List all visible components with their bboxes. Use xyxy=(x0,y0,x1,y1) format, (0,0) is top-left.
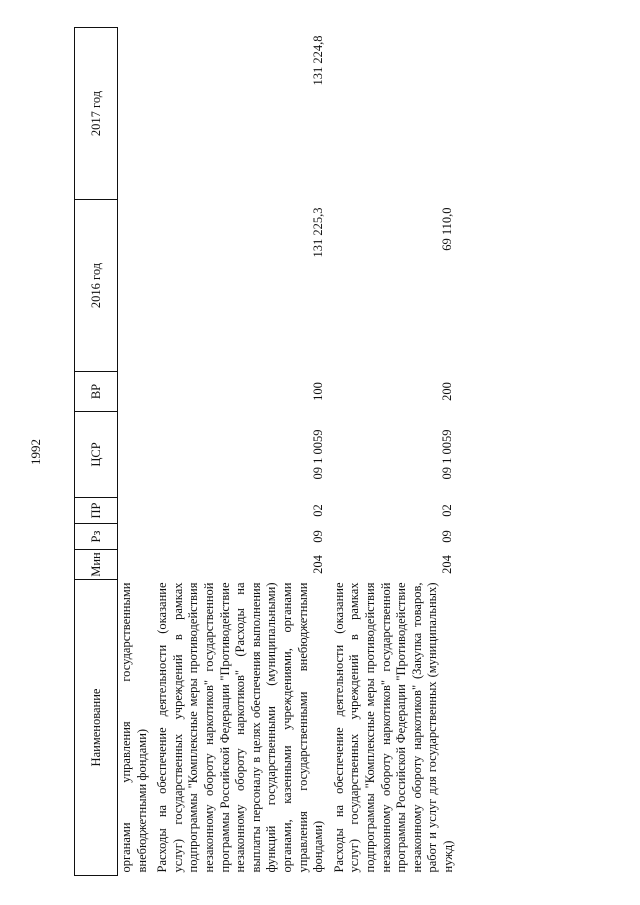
row-2017: 131 224,8 xyxy=(310,35,325,86)
row-name: Расходы на обеспечение деятельности (оказание услуг) государственных учреждений в рамках подпрограммы "Комплексные меры противодействия незаконному обороту наркотиков" государственной программы Российской Федерации "Противодействие незаконному обороту наркотиков" (Расходы на выплаты персоналу в целях обеспечения выполнения функций государственными (муниципальными) органами, казенными учреждениями, органами управления государственными внебюджетными фондами) xyxy=(155,582,326,873)
row-csr: 09 1 0059 xyxy=(310,429,325,480)
row-rz xyxy=(118,524,152,550)
header-name: Наименование xyxy=(75,580,118,876)
rotated-content xyxy=(74,28,619,876)
header-vr: ВР xyxy=(75,372,118,412)
row-vr xyxy=(118,372,152,412)
header-rz: Рз xyxy=(75,524,118,550)
row-vr: 100 xyxy=(310,382,325,401)
row-name: Расходы на обеспечение деятельности (оказание услуг) государственных учреждений в рамках подпрограммы "Комплексные меры противодействия незаконному обороту наркотиков" государственной программы Российской Федерации "Противодействие незаконному обороту наркотиков" (Закупка товаров, работ и услуг для государственных (муниципальных) нужд) xyxy=(331,582,455,873)
header-pr: ПР xyxy=(75,498,118,524)
row-pr: 02 xyxy=(440,504,455,517)
header-2016: 2016 год xyxy=(75,200,118,372)
row-rz: 09 xyxy=(310,530,325,543)
row-min xyxy=(118,550,152,580)
row-csr: 09 1 0059 xyxy=(440,429,455,480)
row-2016: 69 110,0 xyxy=(440,207,455,251)
row-min: 204 xyxy=(440,555,455,574)
row-pr: 02 xyxy=(310,504,325,517)
header-min: Мин xyxy=(75,550,118,580)
row-vr: 200 xyxy=(440,382,455,401)
row-pr xyxy=(118,498,152,524)
header-csr: ЦСР xyxy=(75,412,118,498)
table-row xyxy=(151,28,328,876)
table-header-row xyxy=(75,28,118,876)
row-rz: 09 xyxy=(440,530,455,543)
row-2017 xyxy=(118,28,152,200)
row-2016 xyxy=(118,200,152,372)
table-row xyxy=(118,28,152,876)
header-2017: 2017 год xyxy=(75,28,118,200)
row-name: органами управления государственными внебюджетными фондами) xyxy=(119,582,149,873)
table-row xyxy=(328,28,458,876)
row-csr xyxy=(118,412,152,498)
row-2017 xyxy=(328,28,458,200)
rotated-page xyxy=(74,28,619,876)
row-min: 204 xyxy=(310,555,325,574)
budget-table xyxy=(74,27,457,876)
row-2016: 131 225,3 xyxy=(310,207,325,258)
page-number: 1992 xyxy=(28,439,43,465)
